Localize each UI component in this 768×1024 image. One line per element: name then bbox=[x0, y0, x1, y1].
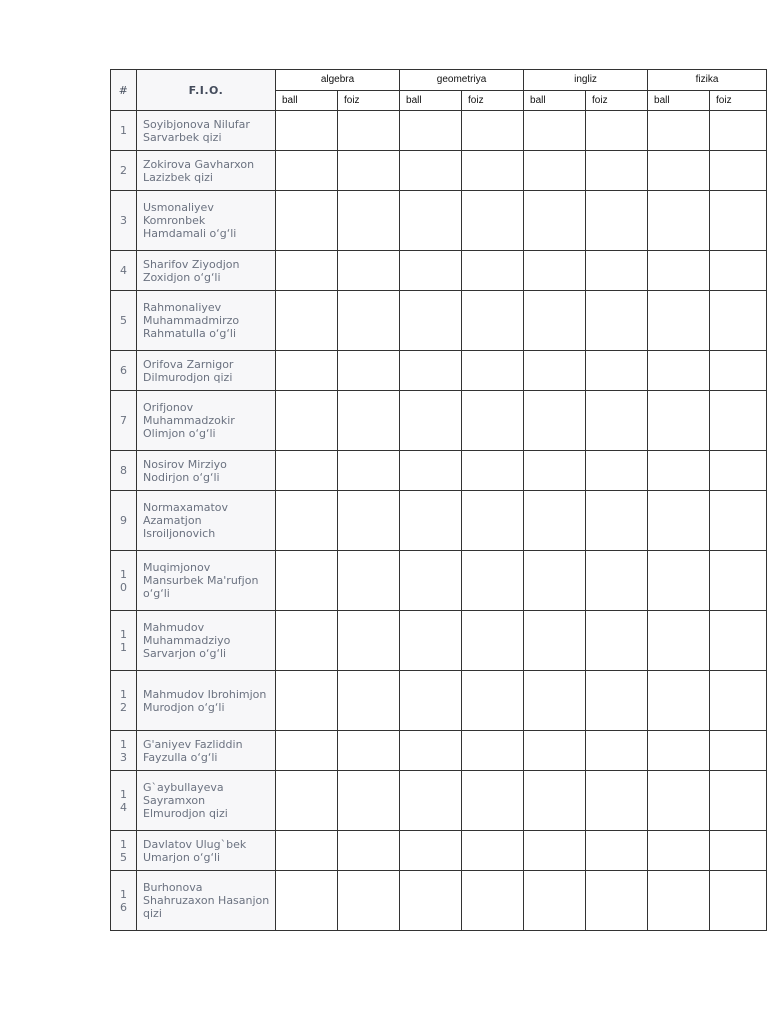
header-ball: ball bbox=[524, 90, 586, 111]
geometriya-ball-cell[interactable] bbox=[400, 191, 462, 251]
row-number: 4 bbox=[111, 251, 137, 291]
algebra-foiz-cell[interactable] bbox=[338, 611, 400, 671]
algebra-foiz-cell[interactable] bbox=[338, 251, 400, 291]
ingliz-foiz-cell[interactable] bbox=[586, 251, 648, 291]
fizika-foiz-cell[interactable] bbox=[710, 151, 767, 191]
student-name: Usmonaliyev Komronbek Hamdamali o‘g‘li bbox=[137, 191, 276, 251]
student-name: G'aniyev Fazliddin Fayzulla o‘g‘li bbox=[137, 731, 276, 771]
geometriya-ball-cell[interactable] bbox=[400, 391, 462, 451]
geometriya-ball-cell[interactable] bbox=[400, 351, 462, 391]
header-number: # bbox=[111, 70, 137, 111]
fizika-ball-cell[interactable] bbox=[648, 551, 710, 611]
fizika-foiz-cell[interactable] bbox=[710, 111, 767, 151]
table-row bbox=[111, 551, 767, 611]
fizika-foiz-cell[interactable] bbox=[710, 191, 767, 251]
fizika-ball-cell[interactable] bbox=[648, 731, 710, 771]
table-row bbox=[111, 771, 767, 831]
student-name: Rahmonaliyev Muhammadmirzo Rahmatulla o‘g‘li bbox=[137, 291, 276, 351]
ingliz-foiz-cell[interactable] bbox=[586, 111, 648, 151]
algebra-foiz-cell[interactable] bbox=[338, 191, 400, 251]
table-row bbox=[111, 611, 767, 671]
ingliz-foiz-cell[interactable] bbox=[586, 151, 648, 191]
ingliz-ball-cell[interactable] bbox=[524, 491, 586, 551]
table-body bbox=[111, 111, 767, 931]
geometriya-ball-cell[interactable] bbox=[400, 491, 462, 551]
algebra-ball-cell[interactable] bbox=[276, 611, 338, 671]
table-row bbox=[111, 251, 767, 291]
geometriya-foiz-cell[interactable] bbox=[462, 391, 524, 451]
algebra-foiz-cell[interactable] bbox=[338, 351, 400, 391]
header-ball: ball bbox=[648, 90, 710, 111]
geometriya-foiz-cell[interactable] bbox=[462, 551, 524, 611]
geometriya-foiz-cell[interactable] bbox=[462, 871, 524, 931]
student-name: Nosirov Mirziyo Nodirjon o‘g‘li bbox=[137, 451, 276, 491]
fizika-ball-cell[interactable] bbox=[648, 291, 710, 351]
algebra-foiz-cell[interactable] bbox=[338, 111, 400, 151]
header-foiz: foiz bbox=[462, 90, 524, 111]
fizika-ball-cell[interactable] bbox=[648, 391, 710, 451]
geometriya-foiz-cell[interactable] bbox=[462, 111, 524, 151]
fizika-foiz-cell[interactable] bbox=[710, 671, 767, 731]
table-header bbox=[111, 70, 767, 111]
algebra-foiz-cell[interactable] bbox=[338, 151, 400, 191]
header-subject-geometriya: geometriya bbox=[400, 70, 524, 91]
fizika-ball-cell[interactable] bbox=[648, 451, 710, 491]
row-number: 14 bbox=[111, 771, 137, 831]
student-name: Burhonova Shahruzaxon Hasanjon qizi bbox=[137, 871, 276, 931]
geometriya-foiz-cell[interactable] bbox=[462, 291, 524, 351]
ingliz-foiz-cell[interactable] bbox=[586, 771, 648, 831]
algebra-foiz-cell[interactable] bbox=[338, 491, 400, 551]
student-name: Davlatov Ulug`bek Umarjon o‘g‘li bbox=[137, 831, 276, 871]
row-number: 13 bbox=[111, 731, 137, 771]
geometriya-foiz-cell[interactable] bbox=[462, 831, 524, 871]
ingliz-foiz-cell[interactable] bbox=[586, 191, 648, 251]
fizika-foiz-cell[interactable] bbox=[710, 451, 767, 491]
algebra-ball-cell[interactable] bbox=[276, 491, 338, 551]
fizika-foiz-cell[interactable] bbox=[710, 771, 767, 831]
algebra-ball-cell[interactable] bbox=[276, 671, 338, 731]
algebra-ball-cell[interactable] bbox=[276, 111, 338, 151]
student-grades-table bbox=[110, 69, 767, 931]
ingliz-foiz-cell[interactable] bbox=[586, 551, 648, 611]
algebra-ball-cell[interactable] bbox=[276, 831, 338, 871]
student-name: Orifova Zarnigor Dilmurodjon qizi bbox=[137, 351, 276, 391]
row-number: 2 bbox=[111, 151, 137, 191]
table-row bbox=[111, 111, 767, 151]
fizika-ball-cell[interactable] bbox=[648, 151, 710, 191]
row-number: 5 bbox=[111, 291, 137, 351]
ingliz-foiz-cell[interactable] bbox=[586, 391, 648, 451]
geometriya-foiz-cell[interactable] bbox=[462, 491, 524, 551]
row-number: 11 bbox=[111, 611, 137, 671]
student-name: Orifjonov Muhammadzokir Olimjon o‘g‘li bbox=[137, 391, 276, 451]
student-name: Soyibjonova Nilufar Sarvarbek qizi bbox=[137, 111, 276, 151]
algebra-ball-cell[interactable] bbox=[276, 151, 338, 191]
algebra-ball-cell[interactable] bbox=[276, 451, 338, 491]
table-row bbox=[111, 731, 767, 771]
table-row bbox=[111, 671, 767, 731]
algebra-foiz-cell[interactable] bbox=[338, 451, 400, 491]
geometriya-foiz-cell[interactable] bbox=[462, 671, 524, 731]
student-name: Muqimjonov Mansurbek Ma'rufjon o‘g‘li bbox=[137, 551, 276, 611]
fizika-ball-cell[interactable] bbox=[648, 831, 710, 871]
geometriya-ball-cell[interactable] bbox=[400, 111, 462, 151]
row-number: 1 bbox=[111, 111, 137, 151]
header-foiz: foiz bbox=[586, 90, 648, 111]
ingliz-foiz-cell[interactable] bbox=[586, 611, 648, 671]
fizika-ball-cell[interactable] bbox=[648, 491, 710, 551]
student-name: Sharifov Ziyodjon Zoxidjon o‘g‘li bbox=[137, 251, 276, 291]
table-row bbox=[111, 871, 767, 931]
table-row bbox=[111, 451, 767, 491]
fizika-ball-cell[interactable] bbox=[648, 611, 710, 671]
student-name: Mahmudov Muhammadziyo Sarvarjon o‘g‘li bbox=[137, 611, 276, 671]
ingliz-ball-cell[interactable] bbox=[524, 871, 586, 931]
ingliz-foiz-cell[interactable] bbox=[586, 831, 648, 871]
algebra-ball-cell[interactable] bbox=[276, 251, 338, 291]
ingliz-ball-cell[interactable] bbox=[524, 551, 586, 611]
row-number: 16 bbox=[111, 871, 137, 931]
student-name: Mahmudov Ibrohimjon Murodjon o‘g‘li bbox=[137, 671, 276, 731]
table-row bbox=[111, 151, 767, 191]
fizika-ball-cell[interactable] bbox=[648, 111, 710, 151]
algebra-ball-cell[interactable] bbox=[276, 551, 338, 611]
ingliz-foiz-cell[interactable] bbox=[586, 351, 648, 391]
algebra-ball-cell[interactable] bbox=[276, 391, 338, 451]
geometriya-ball-cell[interactable] bbox=[400, 771, 462, 831]
ingliz-ball-cell[interactable] bbox=[524, 831, 586, 871]
geometriya-foiz-cell[interactable] bbox=[462, 251, 524, 291]
algebra-foiz-cell[interactable] bbox=[338, 551, 400, 611]
ingliz-ball-cell[interactable] bbox=[524, 731, 586, 771]
geometriya-ball-cell[interactable] bbox=[400, 251, 462, 291]
algebra-foiz-cell[interactable] bbox=[338, 291, 400, 351]
ingliz-foiz-cell[interactable] bbox=[586, 871, 648, 931]
fizika-foiz-cell[interactable] bbox=[710, 291, 767, 351]
fizika-ball-cell[interactable] bbox=[648, 251, 710, 291]
geometriya-foiz-cell[interactable] bbox=[462, 151, 524, 191]
row-number: 6 bbox=[111, 351, 137, 391]
geometriya-foiz-cell[interactable] bbox=[462, 191, 524, 251]
header-foiz: foiz bbox=[710, 90, 767, 111]
fizika-ball-cell[interactable] bbox=[648, 191, 710, 251]
header-row-subjects bbox=[111, 70, 767, 91]
geometriya-ball-cell[interactable] bbox=[400, 871, 462, 931]
table-row bbox=[111, 351, 767, 391]
row-number: 10 bbox=[111, 551, 137, 611]
ingliz-foiz-cell[interactable] bbox=[586, 451, 648, 491]
header-subject-ingliz: ingliz bbox=[524, 70, 648, 91]
geometriya-ball-cell[interactable] bbox=[400, 151, 462, 191]
ingliz-ball-cell[interactable] bbox=[524, 351, 586, 391]
algebra-ball-cell[interactable] bbox=[276, 351, 338, 391]
ingliz-foiz-cell[interactable] bbox=[586, 731, 648, 771]
ingliz-foiz-cell[interactable] bbox=[586, 491, 648, 551]
fizika-foiz-cell[interactable] bbox=[710, 871, 767, 931]
ingliz-ball-cell[interactable] bbox=[524, 611, 586, 671]
algebra-ball-cell[interactable] bbox=[276, 731, 338, 771]
student-name: Zokirova Gavharxon Lazizbek qizi bbox=[137, 151, 276, 191]
geometriya-ball-cell[interactable] bbox=[400, 611, 462, 671]
fizika-foiz-cell[interactable] bbox=[710, 251, 767, 291]
geometriya-ball-cell[interactable] bbox=[400, 551, 462, 611]
fizika-foiz-cell[interactable] bbox=[710, 351, 767, 391]
ingliz-ball-cell[interactable] bbox=[524, 671, 586, 731]
fizika-foiz-cell[interactable] bbox=[710, 391, 767, 451]
geometriya-foiz-cell[interactable] bbox=[462, 611, 524, 671]
algebra-ball-cell[interactable] bbox=[276, 771, 338, 831]
header-fio: F.I.O. bbox=[137, 70, 276, 111]
algebra-foiz-cell[interactable] bbox=[338, 731, 400, 771]
header-subject-fizika: fizika bbox=[648, 70, 767, 91]
algebra-foiz-cell[interactable] bbox=[338, 391, 400, 451]
algebra-foiz-cell[interactable] bbox=[338, 771, 400, 831]
ingliz-foiz-cell[interactable] bbox=[586, 671, 648, 731]
fizika-ball-cell[interactable] bbox=[648, 871, 710, 931]
row-number: 7 bbox=[111, 391, 137, 451]
geometriya-ball-cell[interactable] bbox=[400, 451, 462, 491]
row-number: 8 bbox=[111, 451, 137, 491]
row-number: 3 bbox=[111, 191, 137, 251]
fizika-ball-cell[interactable] bbox=[648, 771, 710, 831]
ingliz-foiz-cell[interactable] bbox=[586, 291, 648, 351]
row-number: 12 bbox=[111, 671, 137, 731]
algebra-foiz-cell[interactable] bbox=[338, 831, 400, 871]
algebra-ball-cell[interactable] bbox=[276, 871, 338, 931]
table-row bbox=[111, 291, 767, 351]
fizika-foiz-cell[interactable] bbox=[710, 491, 767, 551]
ingliz-ball-cell[interactable] bbox=[524, 391, 586, 451]
geometriya-foiz-cell[interactable] bbox=[462, 451, 524, 491]
table-row bbox=[111, 191, 767, 251]
row-number: 15 bbox=[111, 831, 137, 871]
student-name: G`aybullayeva Sayramxon Elmurodjon qizi bbox=[137, 771, 276, 831]
fizika-foiz-cell[interactable] bbox=[710, 551, 767, 611]
algebra-ball-cell[interactable] bbox=[276, 191, 338, 251]
table-row bbox=[111, 491, 767, 551]
geometriya-foiz-cell[interactable] bbox=[462, 351, 524, 391]
ingliz-ball-cell[interactable] bbox=[524, 111, 586, 151]
algebra-ball-cell[interactable] bbox=[276, 291, 338, 351]
table-row bbox=[111, 831, 767, 871]
algebra-foiz-cell[interactable] bbox=[338, 671, 400, 731]
geometriya-foiz-cell[interactable] bbox=[462, 771, 524, 831]
fizika-foiz-cell[interactable] bbox=[710, 731, 767, 771]
ingliz-ball-cell[interactable] bbox=[524, 151, 586, 191]
ingliz-ball-cell[interactable] bbox=[524, 771, 586, 831]
geometriya-foiz-cell[interactable] bbox=[462, 731, 524, 771]
fizika-ball-cell[interactable] bbox=[648, 351, 710, 391]
geometriya-ball-cell[interactable] bbox=[400, 831, 462, 871]
fizika-foiz-cell[interactable] bbox=[710, 611, 767, 671]
geometriya-ball-cell[interactable] bbox=[400, 731, 462, 771]
ingliz-ball-cell[interactable] bbox=[524, 251, 586, 291]
header-foiz: foiz bbox=[338, 90, 400, 111]
row-number: 9 bbox=[111, 491, 137, 551]
algebra-foiz-cell[interactable] bbox=[338, 871, 400, 931]
geometriya-ball-cell[interactable] bbox=[400, 291, 462, 351]
ingliz-ball-cell[interactable] bbox=[524, 451, 586, 491]
header-subject-algebra: algebra bbox=[276, 70, 400, 91]
ingliz-ball-cell[interactable] bbox=[524, 291, 586, 351]
header-ball: ball bbox=[400, 90, 462, 111]
header-ball: ball bbox=[276, 90, 338, 111]
ingliz-ball-cell[interactable] bbox=[524, 191, 586, 251]
fizika-foiz-cell[interactable] bbox=[710, 831, 767, 871]
student-name: Normaxamatov Azamatjon Isroiljonovich bbox=[137, 491, 276, 551]
fizika-ball-cell[interactable] bbox=[648, 671, 710, 731]
geometriya-ball-cell[interactable] bbox=[400, 671, 462, 731]
table-row bbox=[111, 391, 767, 451]
